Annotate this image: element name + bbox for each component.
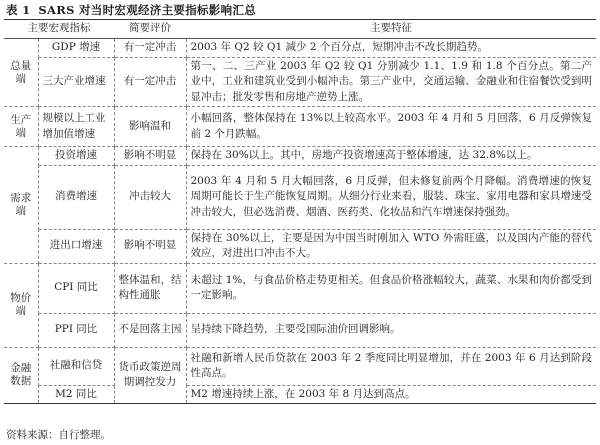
category-demand: 需求端 [4, 147, 38, 264]
category-production: 生产端 [4, 107, 38, 147]
indicator-social-financing: 社融和信贷 [38, 347, 114, 385]
evaluation-industrial-output: 影响温和 [114, 107, 186, 147]
indicator-ppi: PPI 同比 [38, 313, 114, 347]
category-total: 总量端 [4, 39, 38, 107]
evaluation-three-industries: 有一定冲击 [114, 57, 186, 107]
table-number: 表 1 [6, 3, 31, 17]
feature-gdp: 2003 年 Q2 较 Q1 减少 2 个百分点，短期冲击不改长期趋势。 [186, 39, 596, 58]
feature-investment: 保持在 30%以上。其中，房地产投资增速高于整体增速，达 32.8%以上。 [186, 147, 596, 166]
table-row [4, 229, 596, 263]
table-row [4, 147, 596, 166]
table-caption [6, 2, 256, 18]
table-row [4, 165, 596, 229]
table-row [4, 263, 596, 313]
feature-three-industries: 第一、二、三产业 2003 年 Q2 较 Q1 分别减少 1.1、1.9 和 1.8 个百分点。第二产业中，工业和建筑业受到小幅冲击。第三产业中，交通运输、金融业和住宿餐饮受到明显冲击；批发零售和房地产逆势上涨。 [186, 57, 596, 107]
feature-industrial-output: 小幅回落，整体保持在 13%以上较高水平。2003 年 4 月和 5 月回落，6 月反弹恢复前 2 个月跌幅。 [186, 107, 596, 147]
table-header-row [4, 20, 596, 39]
header-evaluation: 简要评价 [114, 20, 186, 39]
sars-impact-table [4, 19, 596, 404]
feature-ppi: 呈持续下降趋势，主要受国际油价回调影响。 [186, 313, 596, 347]
feature-consumption: 2003 年 4 月和 5 月大幅回落，6 月反弹，但未修复前两个月降幅。消费增速的恢复周期可能长于生产能恢复周期。从细分行业来看，服装、珠宝、家用电器和家具增速受冲击较大，但必选消费、烟酒、医药类、化妆品和汽车增速保持强劲。 [186, 165, 596, 229]
table-row [4, 313, 596, 347]
category-price: 物价端 [4, 263, 38, 347]
indicator-consumption: 消费增速 [38, 165, 114, 229]
header-indicator: 主要宏观指标 [4, 20, 114, 39]
category-finance: 金融数据 [4, 347, 38, 404]
table-row [4, 385, 596, 404]
table-row [4, 57, 596, 107]
feature-trade: 保持在 30%以上，主要是因为中国当时刚加入 WTO 外需旺盛，以及国内产能的替代效应，对进出口冲击不大。 [186, 229, 596, 263]
feature-cpi: 未超过 1%，与食品价格走势更相关。但食品价格涨幅较大，蔬菜、水果和肉价都受到一定影响。 [186, 263, 596, 313]
feature-m2: M2 增速持续上涨，在 2003 年 8 月达到高点。 [186, 385, 596, 404]
table-row [4, 347, 596, 385]
source-note: 资料来源：自行整理。 [6, 429, 111, 441]
indicator-trade: 进出口增速 [38, 229, 114, 263]
evaluation-investment: 影响不明显 [114, 147, 186, 166]
table-row [4, 39, 596, 58]
indicator-industrial-output: 规模以上工业增加值增速 [38, 107, 114, 147]
table-title: SARS 对当时宏观经济主要指标影响汇总 [38, 3, 256, 17]
indicator-m2: M2 同比 [38, 385, 114, 404]
header-feature: 主要特征 [186, 20, 596, 39]
table-row [4, 107, 596, 147]
evaluation-gdp: 有一定冲击 [114, 39, 186, 58]
indicator-gdp: GDP 增速 [38, 39, 114, 58]
evaluation-cpi: 整体温和，结构性通胀 [114, 263, 186, 313]
evaluation-consumption: 冲击较大 [114, 165, 186, 229]
indicator-investment: 投资增速 [38, 147, 114, 166]
feature-social-financing: 社融和新增人民币贷款在 2003 年 2 季度同比明显增加，并在 2003 年 6 月达到阶段性高点。 [186, 347, 596, 385]
evaluation-trade: 影响不明显 [114, 229, 186, 263]
evaluation-finance: 货币政策逆周期调控发力 [114, 347, 186, 404]
evaluation-ppi: 不是回落主因 [114, 313, 186, 347]
indicator-three-industries: 三大产业增速 [38, 57, 114, 107]
indicator-cpi: CPI 同比 [38, 263, 114, 313]
